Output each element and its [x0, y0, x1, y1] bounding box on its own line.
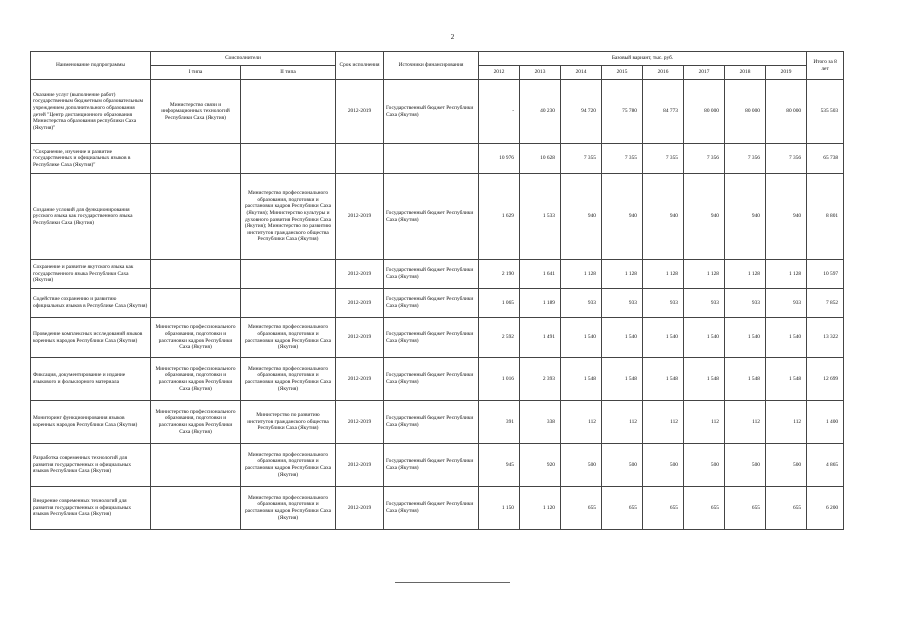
year-value: 655	[684, 487, 725, 530]
year-value: 1 548	[643, 358, 684, 401]
table-row	[31, 444, 844, 487]
year-value: 1 540	[602, 318, 643, 358]
term-cell: 2012-2019	[336, 401, 384, 444]
year-value: 1 548	[684, 358, 725, 401]
header-term: Срок исполнения	[336, 52, 384, 80]
year-value: 94 720	[561, 80, 602, 144]
year-value: 7 356	[684, 144, 725, 174]
term-cell: 2012-2019	[336, 318, 384, 358]
year-value: 1 065	[479, 289, 520, 318]
table-row	[31, 401, 844, 444]
subprogram-name: Сохранение и развитие якутского языка как государственного языка Республики Саха (Якутия)	[31, 260, 151, 289]
total-value: 8 801	[807, 174, 844, 260]
term-cell: 2012-2019	[336, 289, 384, 318]
year-value: 75 780	[602, 80, 643, 144]
year-value: 1 548	[766, 358, 807, 401]
total-value: 4 865	[807, 444, 844, 487]
year-value: 2 393	[520, 358, 561, 401]
executor-type2: Министерство профессионального образования, подготовки и расстановки кадров Республики Саха (Якутия)	[241, 358, 336, 401]
year-value: -	[479, 80, 520, 144]
year-value: 1 491	[520, 318, 561, 358]
year-value: 112	[684, 401, 725, 444]
subprogram-name: Содействие сохранению и развитию официальных языков в Республике Саха (Якутия)	[31, 289, 151, 318]
table-row	[31, 80, 844, 144]
year-value: 1 128	[684, 260, 725, 289]
header-type2: II типа	[241, 66, 336, 80]
total-value: 535 503	[807, 80, 844, 144]
header-year: 2019	[766, 66, 807, 80]
subprogram-name: Оказание услуг (выполнение работ) государственным бюджетным образовательным учреждением дополнительного образования детей "Центр дистанционного образования Министерства образования республики Саха (Якутия)"	[31, 80, 151, 144]
header-row-1	[31, 52, 844, 66]
header-source: Источники финансирования	[384, 52, 479, 80]
subprogram-name: "Сохранение, изучение и развитие государственных и официальных языков в Республике Саха (Якутия)"	[31, 144, 151, 174]
header-year: 2018	[725, 66, 766, 80]
executor-type1: Министерство профессионального образования, подготовки и расстановки кадров Республики Саха (Якутия)	[151, 318, 241, 358]
year-value: 40 230	[520, 80, 561, 144]
year-value: 1 540	[766, 318, 807, 358]
funding-source: Государственный бюджет Республики Саха (Якутия)	[384, 318, 479, 358]
year-value: 655	[602, 487, 643, 530]
subprogram-name: Внедрение современных технологий для развития государственных и официальных языков Республики Саха (Якутия)	[31, 487, 151, 530]
year-value: 500	[725, 444, 766, 487]
executor-type1: Министерство связи и информационных технологий Республики Саха (Якутия)	[151, 80, 241, 144]
subprogram-name: Фиксация, документирование и издание языкового и фольклорного материала	[31, 358, 151, 401]
total-value: 1 400	[807, 401, 844, 444]
funding-source: Государственный бюджет Республики Саха (Якутия)	[384, 487, 479, 530]
budget-table	[30, 51, 844, 530]
header-year: 2012	[479, 66, 520, 80]
term-cell: 2012-2019	[336, 358, 384, 401]
year-value: 112	[725, 401, 766, 444]
footnote-divider	[395, 582, 510, 583]
year-value: 84 773	[643, 80, 684, 144]
year-value: 112	[643, 401, 684, 444]
term-cell	[336, 144, 384, 174]
executor-type2: Министерство профессионального образования, подготовки и расстановки кадров Республики Саха (Якутия)	[241, 487, 336, 530]
total-value: 6 200	[807, 487, 844, 530]
executor-type1	[151, 144, 241, 174]
year-value: 945	[479, 444, 520, 487]
term-cell: 2012-2019	[336, 174, 384, 260]
executor-type1: Министерство профессионального образования, подготовки и расстановки кадров Республики Саха (Якутия)	[151, 358, 241, 401]
term-cell: 2012-2019	[336, 260, 384, 289]
year-value: 1 540	[725, 318, 766, 358]
funding-source: Государственный бюджет Республики Саха (Якутия)	[384, 80, 479, 144]
year-value: 1 128	[766, 260, 807, 289]
year-value: 1 548	[725, 358, 766, 401]
year-value: 1 540	[684, 318, 725, 358]
total-value: 65 738	[807, 144, 844, 174]
year-value: 655	[561, 487, 602, 530]
year-value: 655	[725, 487, 766, 530]
year-value: 940	[725, 174, 766, 260]
executor-type2	[241, 80, 336, 144]
funding-source: Государственный бюджет Республики Саха (Якутия)	[384, 260, 479, 289]
subprogram-name: Создание условий для функционирования русского языка как государственного языка Республики Саха (Якутия)	[31, 174, 151, 260]
year-value: 112	[766, 401, 807, 444]
year-value: 500	[684, 444, 725, 487]
header-basic-variant: Базовый вариант, тыс. руб.	[479, 52, 807, 66]
year-value: 1 128	[725, 260, 766, 289]
year-value: 933	[643, 289, 684, 318]
executor-type2: Министерство по развитию институтов гражданского общества Республики Саха (Якутия)	[241, 401, 336, 444]
table-row	[31, 318, 844, 358]
year-value: 940	[766, 174, 807, 260]
total-value: 12 699	[807, 358, 844, 401]
table-row	[31, 289, 844, 318]
executor-type2	[241, 260, 336, 289]
executor-type2: Министерство профессионального образования, подготовки и расстановки кадров Республики Саха (Якутия)	[241, 444, 336, 487]
executor-type1	[151, 260, 241, 289]
executor-type1	[151, 174, 241, 260]
year-value: 500	[561, 444, 602, 487]
funding-source: Государственный бюджет Республики Саха (Якутия)	[384, 401, 479, 444]
subprogram-name: Проведение комплексных исследований языков коренных народов Республики Саха (Якутия)	[31, 318, 151, 358]
subprogram-name: Разработка современных технологий для развития государственных и официальных языков Республики Саха (Якутия)	[31, 444, 151, 487]
year-value: 933	[725, 289, 766, 318]
year-value: 7 356	[766, 144, 807, 174]
year-value: 500	[602, 444, 643, 487]
header-year: 2013	[520, 66, 561, 80]
total-value: 7 852	[807, 289, 844, 318]
year-value: 7 355	[561, 144, 602, 174]
year-value: 1 548	[561, 358, 602, 401]
executor-type2: Министерство профессионального образования, подготовки и расстановки кадров Республики Саха (Якутия); Министерство культуры и духовного развития Республики Саха (Якутия); Министерство по развитию институтов гражданского общества Республики Саха (Якутия)	[241, 174, 336, 260]
executor-type2	[241, 289, 336, 318]
header-executors: Соисполнители	[151, 52, 336, 66]
year-value: 1 128	[643, 260, 684, 289]
year-value: 1 641	[520, 260, 561, 289]
page-number: 2	[450, 33, 455, 41]
year-value: 500	[766, 444, 807, 487]
year-value: 1 150	[479, 487, 520, 530]
executor-type2	[241, 144, 336, 174]
header-name: Наименование подпрограммы	[31, 52, 151, 80]
term-cell: 2012-2019	[336, 444, 384, 487]
year-value: 920	[520, 444, 561, 487]
year-value: 500	[643, 444, 684, 487]
year-value: 7 355	[602, 144, 643, 174]
header-year: 2014	[561, 66, 602, 80]
funding-source: Государственный бюджет Республики Саха (Якутия)	[384, 174, 479, 260]
year-value: 655	[766, 487, 807, 530]
table-row	[31, 487, 844, 530]
year-value: 338	[520, 401, 561, 444]
year-value: 2 592	[479, 318, 520, 358]
executor-type1	[151, 444, 241, 487]
header-year: 2016	[643, 66, 684, 80]
year-value: 1 128	[561, 260, 602, 289]
year-value: 112	[561, 401, 602, 444]
year-value: 10 976	[479, 144, 520, 174]
funding-source: Государственный бюджет Республики Саха (Якутия)	[384, 444, 479, 487]
table-row	[31, 260, 844, 289]
year-value: 391	[479, 401, 520, 444]
year-value: 80 000	[684, 80, 725, 144]
table-row	[31, 358, 844, 401]
header-year: 2015	[602, 66, 643, 80]
funding-source: Государственный бюджет Республики Саха (Якутия)	[384, 358, 479, 401]
year-value: 940	[684, 174, 725, 260]
executor-type1	[151, 487, 241, 530]
year-value: 1 533	[520, 174, 561, 260]
year-value: 933	[684, 289, 725, 318]
year-value: 1 120	[520, 487, 561, 530]
executor-type2: Министерство профессионального образования, подготовки и расстановки кадров Республики Саха (Якутия)	[241, 318, 336, 358]
year-value: 7 356	[725, 144, 766, 174]
table-row	[31, 174, 844, 260]
term-cell: 2012-2019	[336, 487, 384, 530]
year-value: 7 355	[643, 144, 684, 174]
executor-type1: Министерство профессионального образования, подготовки и расстановки кадров Республики Саха (Якутия)	[151, 401, 241, 444]
total-value: 13 322	[807, 318, 844, 358]
year-value: 940	[561, 174, 602, 260]
year-value: 940	[643, 174, 684, 260]
header-type1: I типа	[151, 66, 241, 80]
total-value: 10 597	[807, 260, 844, 289]
year-value: 1 540	[561, 318, 602, 358]
year-value: 1 540	[643, 318, 684, 358]
funding-source: Государственный бюджет Республики Саха (Якутия)	[384, 289, 479, 318]
year-value: 2 190	[479, 260, 520, 289]
year-value: 1 128	[602, 260, 643, 289]
header-total: Итого за 8 лет	[807, 52, 844, 80]
year-value: 1 016	[479, 358, 520, 401]
year-value: 1 189	[520, 289, 561, 318]
term-cell: 2012-2019	[336, 80, 384, 144]
header-year: 2017	[684, 66, 725, 80]
executor-type1	[151, 289, 241, 318]
year-value: 80 000	[766, 80, 807, 144]
year-value: 933	[561, 289, 602, 318]
subprogram-name: Мониторинг функционирования языков коренных народов Республики Саха (Якутия)	[31, 401, 151, 444]
year-value: 80 000	[725, 80, 766, 144]
year-value: 1 548	[602, 358, 643, 401]
funding-source	[384, 144, 479, 174]
year-value: 933	[766, 289, 807, 318]
table-row	[31, 144, 844, 174]
year-value: 112	[602, 401, 643, 444]
year-value: 940	[602, 174, 643, 260]
year-value: 933	[602, 289, 643, 318]
year-value: 1 629	[479, 174, 520, 260]
year-value: 655	[643, 487, 684, 530]
year-value: 10 628	[520, 144, 561, 174]
